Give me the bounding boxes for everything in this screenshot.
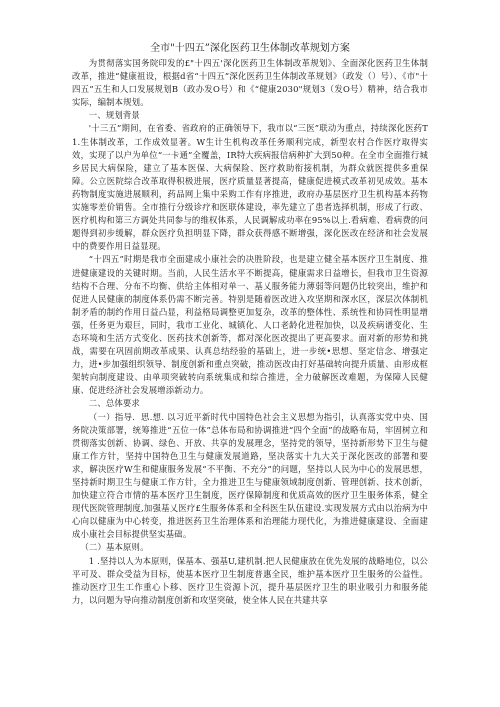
intro-paragraph: 为贯彻落实国务院印发的£"十四五'深化医药卫生体制改革规划》、全面深化医药卫生体制改革，推进“健康祖设，根据d省“十四五”深化医药卫生体制改革规划》（政发（）号）、《市"十四五”五生和人口发展规划B（政办发O号）和《“健康2030"规划3（发O号）精神，结合我市实际，编制本规划。 [72, 58, 428, 108]
principle-paragraph-1: 1 .坚持以人为本原则，保基本、强基U,建机制.把人民健康放在优先发展的战略地位，以公平可及、群众受益为目标，使基本医疗卫生制度普惠全民，维护基本医疗卫生服务的公益性。推动医疗卫生工作重心卜移、医疗卫生资源卜沉，提升基层医疗卫生的职业吸引力和服务能力，以问题为导向推动制度创新和攻坚突破，使全体人民在共建共享 [72, 555, 428, 605]
guiding-ideology-paragraph: （一）指导．思.想. 以习近平新时代中国特色社会主义思想为指引，认真落实党中央、国务院决策部署，统筹推进“五位一体”总体布局和协调推进“四个全面”的战略布局，牢固树立和贯彻落实创新、协调、绿色、开放、共享的发展理念，坚持党的领导，坚持新形势下卫生与健康工作方针，坚持中国特色卫生与健康发展道路，坚决落实十九大关于深化医改的部署和要求，解决医疗W生和健康服务发展“不平衡、不充分”的问题，坚持以人民为中心的发展思想，坚持新时期卫生与健康工作方针，全力推进卫生与健康领域制度创新、管理创新、技术创新，加快建立符合市情的基本医疗卫生制度，医疗保障制度和优质高效的医疗卫生服务体系，健全现代医院管理制度,加强基乂医疗£生服务体系和全科医生队伍建设.实现发展方式由以治病为中心向以健康为中心转变，推进医药卫生治理体系和治理能力现代化，为推进健康建设、全面建成小康社会目标提供坚实基础。 [72, 411, 428, 540]
section-heading-requirements: 二、总体要求 [88, 398, 140, 409]
background-paragraph-2: “十四五”时期是我市全面建成小康社会的决胜阶段，也是建立健全基本医疗卫生制度、推进健康建设的关键时期。当前，人民生活水平不断提高，健康需求日益增长，但我市卫生资源结构不合理、分布不均衡、供给主体相对单一、基乂服务能力薄弱等问题仍比较突出，维护和促进人民健康的制度体系仍需不断完善。特别是随着医改进入攻坚期和深水区，深层次体制机制矛盾的制约作用日益凸显，利益格局调整更加复杂，改革的整体性、系统性和协同性明显增强，任务更为艰巨，同时，我市工业化、城镇化、人口老龄化进程加快，以及疾病谱变化、生态环境和生活方式变化、医药技术创新等，都对深化医改提出了更高要求。面对新的形势和挑战，需要在巩固前期改革成果、认真总结经验的基础上，进一步统•思想、坚定信念、增强定力，进•步加强组织领导、制度创新和重点突破，推动医改由打好基础转向提升质量、由形成框架转向制度建设、由单项突破转向系统集成和综合推进，全力破解医改难题，为保障人民健康、促进经济社会发展增添新动力。 [72, 254, 428, 396]
document-title: 全市"十四五”深化医药卫生体制改革规划方案 [150, 43, 350, 54]
section-heading-background: 一、规划背景 [88, 110, 140, 121]
subsection-heading-principles: （二）基本原则。 [80, 542, 149, 553]
background-paragraph-1: '十三五”期间，在省委、省政府的正确领导下，我市以“三医”联动为重点，持续深化医药T1.生体制改革，工作成效显著。W生计生机构改革任务顺利完成，新型农村合作医疗取得实效，实现了以户为单位“一卡通”全覆盖，IR特大疾病报信病种扩大到50种。在全市全面推行城乡居民大病保险，建立了基本医保、大病保险、医疗救助衔接机制，为群众就医提供多重保障。公立医院综合改革取得积极进展，医疗质量显著提高，健康促进模式改革初见成效。基本药物制度实施进展顺利，药品网上集中采购工作有序推进，政府办基层医疗卫生机构基本药物实施零差价销售。全市推行分级诊疗和医联体建设，率先建立了患者选择机制，形成了行政、医疗机构和第三方调处共同参与的维权体系，人民调解成功率在95%以上.看病难、看病费的问题得到初步缓解，群众医疗负担明显下降，群众获得感不断增强，深化医改在经济和社会发展中的费要作用日益显现。 [72, 123, 428, 252]
